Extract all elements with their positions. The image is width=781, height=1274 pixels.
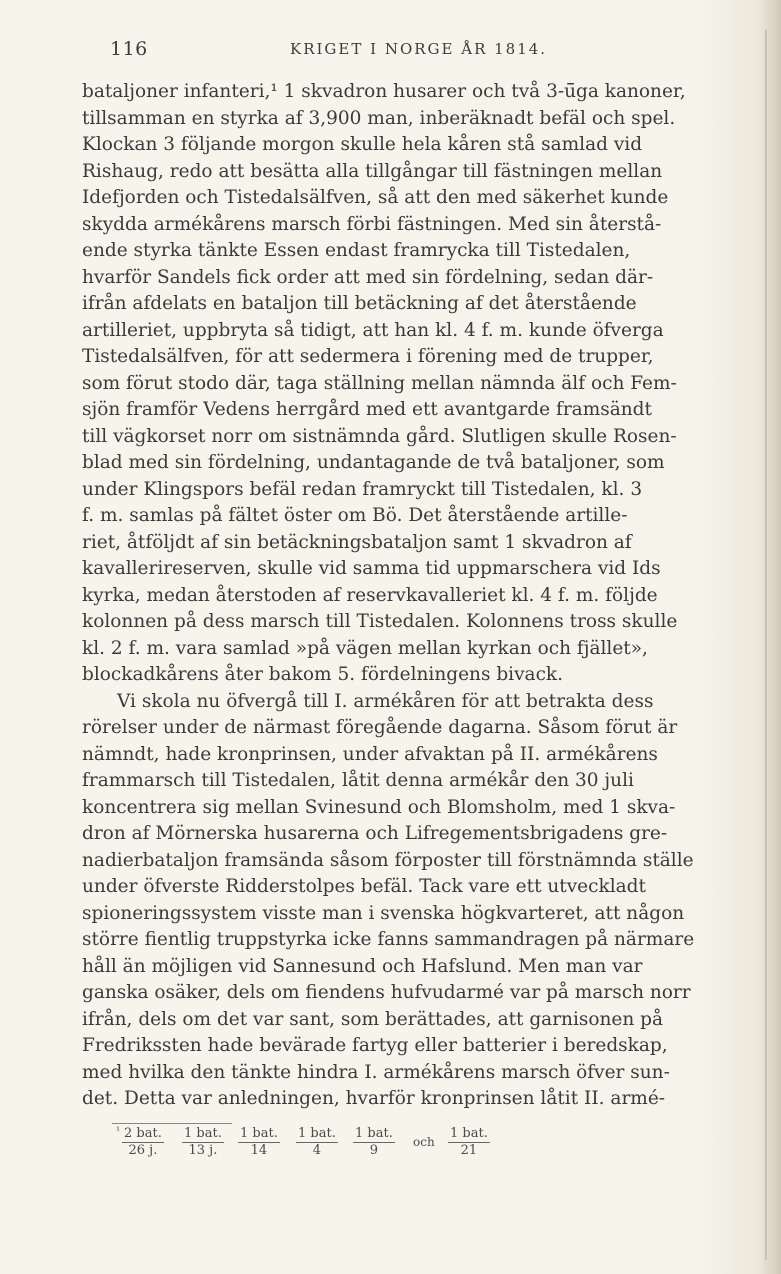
text-line: f. m. samlas på fältet öster om Bö. Det återstående artille-	[82, 505, 628, 526]
text-line: ifrån, dels om det var sant, som berättades, att garnisonen på	[82, 1008, 664, 1030]
text-line: större fientlig truppstyrka icke fanns sammandragen på närmare	[82, 929, 695, 950]
footnote-fraction	[182, 1126, 224, 1159]
footnote-joiner: och	[413, 1135, 435, 1149]
text-line: kavallerireserven, skulle vid samma tid uppmarschera vid Ids	[82, 558, 661, 579]
text-line: blad med sin fördelning, undantagande de två bataljoner, som	[82, 452, 665, 473]
text-line: tillsamman en styrka af 3,900 man, inberäknadt befäl och spel.	[82, 107, 676, 129]
text-line: skydda armékårens marsch förbi fästningen. Med sin återstå-	[82, 213, 662, 235]
fraction-numerator: 1 bat.	[184, 1126, 222, 1141]
text-line: till vägkorset norr om sistnämnda gård. Slutligen skulle Rosen-	[82, 425, 677, 447]
text-line: riet, åtföljdt af sin betäckningsbataljon samt 1 skvadron af	[82, 531, 632, 553]
text-line: under Klingspors befäl redan framryckt till Tistedalen, kl. 3	[82, 478, 643, 500]
page-edge-line	[765, 30, 767, 1260]
fraction-numerator: 1 bat.	[298, 1126, 336, 1141]
fraction-denominator: 13 j.	[188, 1143, 218, 1158]
text-line: dron af Mörnerska husarerna och Lifregementsbrigadens gre-	[82, 823, 668, 844]
text-line: frammarsch till Tistedalen, låtit denna armékår den 30 juli	[82, 770, 634, 791]
text-line: ifrån afdelats en bataljon till betäckning af det återstående	[82, 293, 637, 314]
page-edge-shadow	[759, 0, 781, 1274]
fraction-numerator: 1 bat.	[240, 1126, 278, 1141]
text-line: nadierbataljon framsända såsom förposter till förstnämnda ställe	[82, 849, 694, 871]
text-line: kolonnen på dess marsch till Tistedalen. Kolonnens tross skulle	[82, 611, 678, 632]
text-line: bataljoner infanteri,¹ 1 skvadron husarer och två 3-ū̄ga kanoner,	[82, 81, 686, 102]
text-line: ganska osäker, dels om fiendens hufvudarmé var på marsch norr	[82, 982, 691, 1003]
fraction-denominator: 26 j.	[128, 1143, 158, 1158]
text-line: Vi skola nu öfvergå till I. armékåren för att betrakta dess	[117, 690, 654, 712]
text-line: Rishaug, redo att besätta alla tillgångar till fästningen mellan	[82, 160, 663, 182]
body-text	[82, 79, 742, 1113]
footnote-fraction	[353, 1126, 395, 1159]
text-line: hvarför Sandels fick order att med sin fördelning, sedan där-	[82, 266, 654, 288]
page-number: 116	[110, 38, 148, 60]
text-line: sjön framför Vedens herrgård med ett avantgarde framsändt	[82, 399, 652, 420]
text-line: rörelser under de närmast föregående dagarna. Såsom förut är	[82, 717, 678, 738]
footnote-fraction	[296, 1126, 338, 1159]
text-line: som förut stodo där, taga ställning mellan nämnda älf och Fem-	[82, 372, 677, 394]
text-line: håll än möjligen vid Sannesund och Hafslund. Men man var	[82, 955, 643, 977]
text-line: blockadkårens åter bakom 5. fördelningens bivack.	[82, 664, 564, 685]
footnote-fraction	[448, 1126, 490, 1159]
fraction-numerator: 1 bat.	[450, 1126, 488, 1141]
fraction-denominator: 9	[369, 1143, 379, 1158]
running-title: KRIGET I NORGE ÅR 1814.	[290, 40, 548, 58]
page-header	[110, 38, 710, 66]
text-line: under öfverste Ridderstolpes befäl. Tack vare ett utveckladt	[82, 876, 646, 897]
footnote-fraction	[122, 1126, 164, 1159]
fraction-denominator: 21	[460, 1143, 478, 1158]
text-line: artilleriet, uppbryta så tidigt, att han kl. 4 f. m. kunde öfverga	[82, 319, 664, 341]
footnote	[110, 1126, 530, 1166]
fraction-denominator: 4	[312, 1143, 322, 1158]
text-line: kyrka, medan återstoden af reservkavalleriet kl. 4 f. m. följde	[82, 584, 658, 606]
fraction-denominator: 14	[250, 1143, 268, 1158]
text-line: ende styrka tänkte Essen endast framrycka till Tistedalen,	[82, 240, 631, 261]
fraction-numerator: 1 bat.	[355, 1126, 393, 1141]
footnote-marker: ¹	[116, 1126, 121, 1137]
footnote-rule	[112, 1123, 232, 1124]
text-line: det. Detta var anledningen, hvarför kronprinsen låtit II. armé-	[82, 1088, 666, 1109]
footnote-fraction	[238, 1126, 280, 1159]
fraction-numerator: 2 bat.	[124, 1126, 162, 1141]
text-line: spioneringssystem visste man i svenska högkvarteret, att någon	[82, 902, 685, 924]
text-line: Fredrikssten hade bevärade fartyg eller batterier i beredskap,	[82, 1035, 668, 1056]
text-line: Idefjorden och Tistedalsälfven, så att den med säkerhet kunde	[82, 187, 669, 208]
text-line: kl. 2 f. m. vara samlad »på vägen mellan kyrkan och fjället»,	[82, 637, 648, 659]
text-line: med hvilka den tänkte hindra I. armékårens marsch öfver sun-	[82, 1061, 670, 1083]
text-line: nämndt, hade kronprinsen, under afvaktan på II. armékårens	[82, 743, 658, 765]
text-line: Klockan 3 följande morgon skulle hela kåren stå samlad vid	[82, 134, 643, 155]
text-line: Tistedalsälfven, för att sedermera i förening med de trupper,	[82, 346, 654, 367]
text-line: koncentrera sig mellan Svinesund och Blomsholm, med 1 skva-	[82, 796, 676, 818]
